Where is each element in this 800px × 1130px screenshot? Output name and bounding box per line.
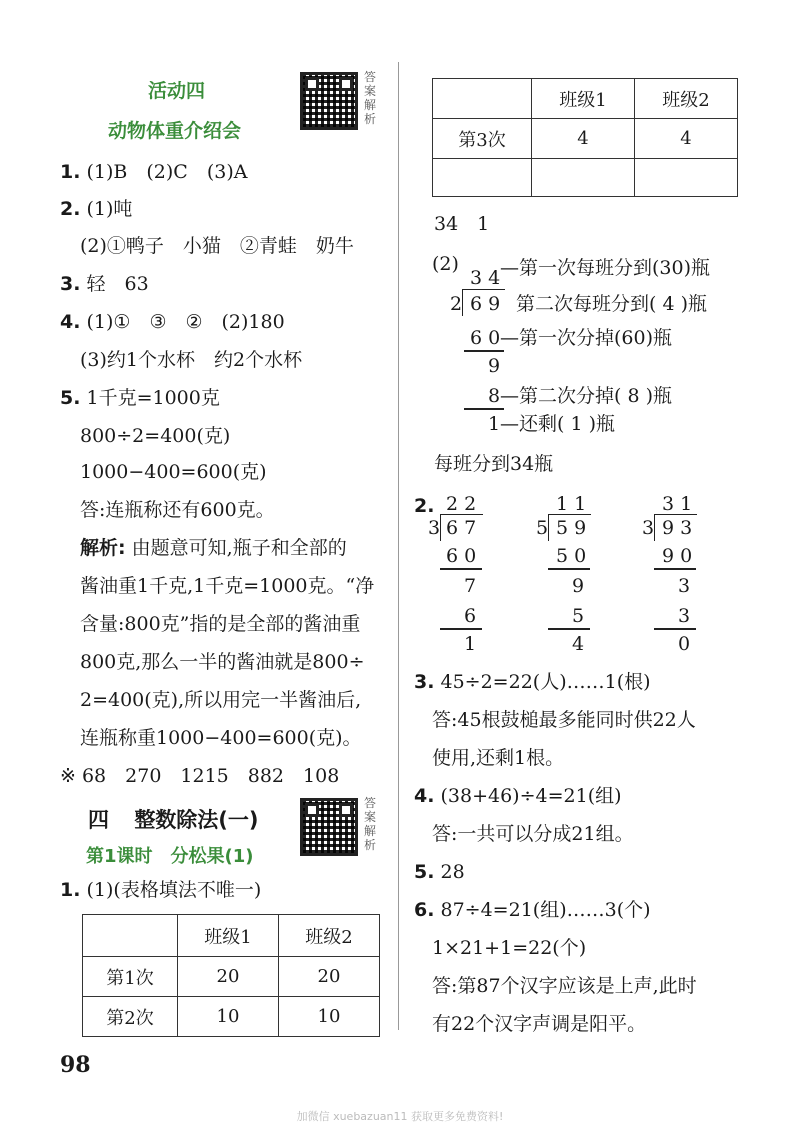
q2-line2: (2)①鸭子 小猫 ②青蛙 奶牛	[80, 235, 354, 257]
analysis-line4: 2=400(克),所以用完一半酱油后,	[80, 689, 362, 711]
div3-product2: 3	[678, 605, 691, 627]
q3-line1: 答:45根鼓槌最多能同时供22人	[432, 709, 696, 731]
qr-label: 答案解析	[364, 70, 377, 126]
q3-line2: 使用,还剩1根。	[432, 747, 565, 769]
div1-quotient: 2 2	[446, 493, 477, 515]
p2-note-2: —第一次分掉(60)瓶	[500, 327, 673, 349]
table-cell	[635, 159, 738, 197]
div1-remainder1: 7	[464, 575, 477, 597]
q5-number: 5.	[60, 387, 81, 409]
q4-line1: (1)① ③ ② (2)180	[86, 311, 285, 333]
subtraction-line	[440, 568, 482, 570]
q4-answer	[60, 310, 285, 334]
analysis-label: 解析:	[80, 537, 126, 559]
q3-number: 3.	[60, 273, 81, 295]
qr-label: 答案解析	[364, 796, 377, 852]
table-cell: 20	[279, 957, 380, 997]
div2-remainder2: 4	[572, 633, 585, 655]
table-header-cell	[433, 79, 532, 119]
q3-text: 轻 63	[86, 273, 149, 295]
p2-product2: 8	[488, 385, 501, 407]
p2-note-4: —还剩( 1 )瓶	[500, 413, 615, 435]
q6-line1: 1×21+1=22(个)	[432, 937, 587, 959]
footer-watermark: 加微信 xuebazuan11 获取更多免费资料!	[296, 1110, 504, 1123]
qr-code-icon[interactable]	[300, 798, 358, 856]
div1-product1: 6 0	[446, 545, 477, 567]
q4-answer	[414, 784, 622, 808]
div2-product2: 5	[572, 605, 585, 627]
analysis-line3: 800克,那么一半的酱油就是800÷	[80, 651, 365, 673]
div1-remainder2: 1	[464, 633, 477, 655]
q5-line2: 1000−400=600(克)	[80, 461, 267, 483]
q6-answer	[414, 898, 651, 922]
q1-number: 1.	[60, 161, 81, 183]
div3-quotient: 3 1	[662, 493, 693, 515]
p1-number: 1.	[60, 879, 81, 901]
p2-note-text: 还剩( 1 )瓶	[519, 413, 615, 435]
div1-dividend: 6 7	[446, 517, 477, 539]
q3-line0: 45÷2=22(人)……1(根)	[440, 671, 651, 693]
div2-divisor: 5	[536, 517, 549, 539]
p2-quotient: 3 4	[470, 267, 501, 289]
answer-34-1: 34 1	[434, 213, 490, 235]
unit-number: 四	[88, 808, 109, 832]
q4-line2: (3)约1个水杯 约2个水杯	[80, 349, 303, 371]
table-cell	[532, 159, 635, 197]
div2-product1: 5 0	[556, 545, 587, 567]
table-cell: 10	[279, 997, 380, 1037]
q3-answer	[60, 272, 149, 296]
right-table	[432, 78, 738, 197]
q4-line0: (38+46)÷4=21(组)	[440, 785, 622, 807]
div2-remainder1: 9	[572, 575, 585, 597]
table-cell: 第3次	[433, 119, 532, 159]
q1-text: (1)B (2)C (3)A	[86, 161, 248, 183]
analysis-line5: 连瓶称重1000−400=600(克)。	[80, 727, 362, 749]
q5-answer	[414, 860, 465, 884]
div3-divisor: 3	[642, 517, 655, 539]
q1-answer	[60, 160, 247, 184]
p2-remainder2: 1	[488, 413, 501, 435]
p2-label: (2)	[432, 253, 459, 275]
analysis-line0	[80, 536, 347, 560]
p2-note-text: 第一次每班分到(30)瓶	[519, 257, 711, 279]
p1-answer	[60, 878, 261, 902]
q2-number: 2.	[60, 198, 81, 220]
p2-product1: 6 0	[470, 327, 501, 349]
div3-dividend: 9 3	[662, 517, 693, 539]
p2-note-text: 第二次分掉( 8 )瓶	[519, 385, 672, 407]
div2-dividend: 5 9	[556, 517, 587, 539]
table-cell	[433, 159, 532, 197]
table-cell: 4	[532, 119, 635, 159]
bonus-answer: ※ 68 270 1215 882 108	[60, 765, 340, 787]
table-header-cell	[83, 915, 178, 957]
page-number: 98	[60, 1052, 91, 1078]
q2-answer	[60, 197, 132, 221]
left-table	[82, 914, 380, 1037]
p2-dividend: 6 9	[470, 293, 501, 315]
q5-line3: 答:连瓶称还有600克。	[80, 499, 275, 521]
table-cell: 第2次	[83, 997, 178, 1037]
table-cell: 10	[178, 997, 279, 1037]
q4-line1: 答:一共可以分成21组。	[432, 823, 634, 845]
p2-conclusion: 每班分到34瓶	[434, 453, 554, 475]
analysis-line1: 酱油重1千克,1千克=1000克。“净	[80, 575, 375, 597]
div3-remainder2: 0	[678, 633, 691, 655]
p1-text: (1)(表格填法不唯一)	[86, 879, 262, 901]
q3-number: 3.	[414, 671, 435, 693]
unit-title: 整数除法(一)	[134, 808, 259, 832]
p2-divisor: 2	[450, 293, 463, 315]
q6-line3: 有22个汉字声调是阳平。	[432, 1013, 647, 1035]
p2-note-0: —第一次每班分到(30)瓶	[500, 257, 711, 279]
table-header-cell: 班级2	[279, 915, 380, 957]
div1-product2: 6	[464, 605, 477, 627]
qr-code-icon[interactable]	[300, 72, 358, 130]
q4-number: 4.	[60, 311, 81, 333]
table-cell: 4	[635, 119, 738, 159]
div2-quotient: 1 1	[556, 493, 587, 515]
unit-heading	[88, 804, 259, 834]
subtraction-line	[464, 408, 504, 410]
subtraction-line	[654, 568, 696, 570]
activity-label: 活动四	[148, 80, 206, 102]
subtraction-line	[654, 628, 696, 630]
div3-remainder1: 3	[678, 575, 691, 597]
q6-line0: 87÷4=21(组)……3(个)	[440, 899, 651, 921]
table-header-cell: 班级1	[178, 915, 279, 957]
p2-note-text: 第一次分掉(60)瓶	[519, 327, 673, 349]
analysis-line2: 含量:800克”指的是全部的酱油重	[80, 613, 361, 635]
subtraction-line	[548, 628, 590, 630]
q4-number: 4.	[414, 785, 435, 807]
q2-number: 2.	[414, 495, 435, 517]
q2-line1: (1)吨	[86, 198, 133, 220]
q6-line2: 答:第87个汉字应该是上声,此时	[432, 975, 697, 997]
column-divider	[398, 62, 399, 1030]
q5-answer	[60, 386, 220, 410]
q3-answer	[414, 670, 651, 694]
p2-note-1: 第二次每班分到( 4 )瓶	[516, 293, 707, 315]
p2-remainder1: 9	[488, 355, 501, 377]
table-header-cell: 班级2	[635, 79, 738, 119]
lesson-title: 第1课时 分松果(1)	[86, 846, 254, 867]
q5-text: 28	[440, 861, 465, 883]
q5-line1: 800÷2=400(克)	[80, 425, 231, 447]
table-cell: 20	[178, 957, 279, 997]
p2-note-3: —第二次分掉( 8 )瓶	[500, 385, 672, 407]
q5-number: 5.	[414, 861, 435, 883]
subtraction-line	[464, 350, 504, 352]
table-header-cell: 班级1	[532, 79, 635, 119]
subtraction-line	[440, 628, 482, 630]
activity-title: 动物体重介绍会	[108, 120, 242, 142]
div3-product1: 9 0	[662, 545, 693, 567]
q6-number: 6.	[414, 899, 435, 921]
div1-divisor: 3	[428, 517, 441, 539]
analysis-text0: 由题意可知,瓶子和全部的	[131, 537, 347, 559]
q5-line0: 1千克=1000克	[86, 387, 220, 409]
subtraction-line	[548, 568, 590, 570]
table-cell: 第1次	[83, 957, 178, 997]
